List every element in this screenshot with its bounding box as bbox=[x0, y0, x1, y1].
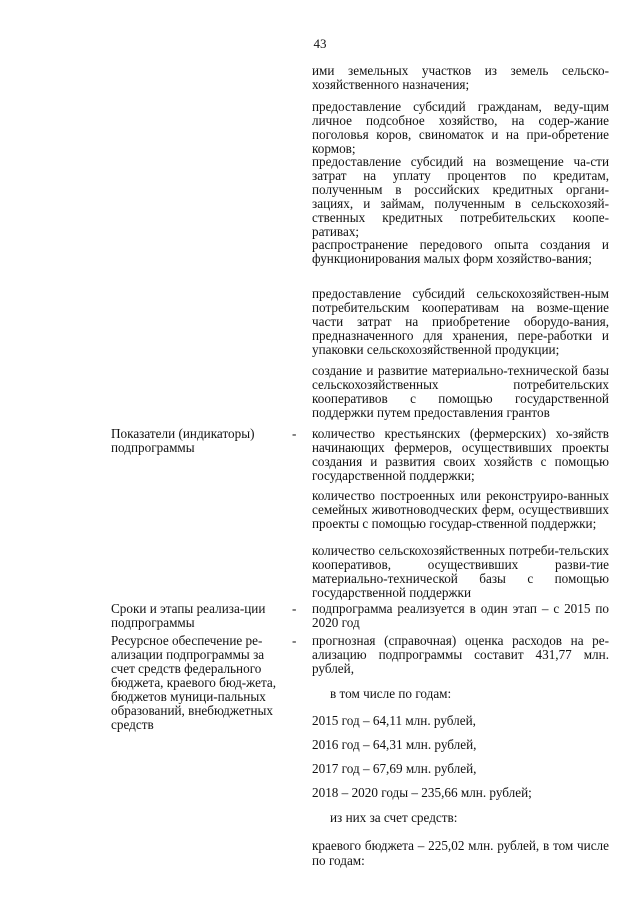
indicator-item: количество крестьянских (фермерских) хо-зяйств начинающих фермеров, осуществивших проекты создания и развития своих хозяйств с помощью государственной поддержки; bbox=[312, 426, 609, 483]
regional-budget-text: краевого бюджета – 225,02 млн. рублей, в том числе по годам: bbox=[312, 838, 609, 868]
resources-intro: прогнозная (справочная) оценка расходов на ре-ализацию подпрограммы составит 431,77 млн. рублей, bbox=[312, 633, 609, 676]
activity-item: предоставление субсидий гражданам, веду-щим личное подсобное хозяйство, на содер-жание поголовья коров, свиноматок и на при-обретение кормов; bbox=[312, 99, 609, 156]
year-amount: 2016 год – 64,31 млн. рублей, bbox=[312, 737, 477, 752]
terms-label: Сроки и этапы реализа-ции подпрограммы bbox=[111, 601, 266, 630]
resources-label: Ресурсное обеспечение ре-ализации подпрограммы за счет средств федерального бюджета, краевого бюд-жета, бюджетов муници-пальных образований, внебюджетных средств bbox=[111, 633, 277, 732]
activity-item: распространение передового опыта создания и функционирования малых форм хозяйство-вания; bbox=[312, 237, 609, 266]
sources-label: из них за счет средств: bbox=[330, 810, 458, 825]
indicators-dash: - bbox=[292, 426, 297, 441]
activity-item: предоставление субсидий на возмещение ча-сти затрат на уплату процентов по кредитам, полученным в российских кредитных органи-зациях, и займам, полученным в сельскохозяй-ственных кредитных потребительских коопе-ративах; bbox=[312, 154, 609, 239]
year-amount: 2018 – 2020 годы – 235,66 млн. рублей; bbox=[312, 785, 532, 800]
year-amount: 2015 год – 64,11 млн. рублей, bbox=[312, 713, 476, 728]
year-amount: 2017 год – 67,69 млн. рублей, bbox=[312, 761, 477, 776]
indicator-item: количество сельскохозяйственных потреби-тельских кооперативов, осуществивших разви-тие материально-технической базы с помощью государственной поддержки bbox=[312, 543, 609, 600]
indicator-item: количество построенных или реконструиро-ванных семейных животноводческих ферм, осуществивших проекты с помощью государ-ственной поддержки; bbox=[312, 488, 609, 531]
by-years-label: в том числе по годам: bbox=[330, 686, 452, 701]
activity-item: ими земельных участков из земель сельско-хозяйственного назначения; bbox=[312, 63, 609, 92]
resources-dash: - bbox=[292, 633, 297, 648]
terms-dash: - bbox=[292, 601, 297, 616]
terms-text: подпрограмма реализуется в один этап – с 2015 по 2020 год bbox=[312, 601, 609, 630]
activity-item: предоставление субсидий сельскохозяйствен-ным потребительским кооперативам на возме-щение части затрат на приобретение оборудо-вания, предназначенного для хранения, пере-работки и упаковки сельскохозяйственной продукции; bbox=[312, 286, 609, 357]
activity-item: создание и развитие материально-технической базы сельскохозяйственных потребительских кооперативов с помощью государственной поддержки путем предоставления грантов bbox=[312, 363, 609, 420]
page-number: 43 bbox=[313, 36, 327, 51]
indicators-label: Показатели (индикаторы) подпрограммы bbox=[111, 426, 255, 455]
